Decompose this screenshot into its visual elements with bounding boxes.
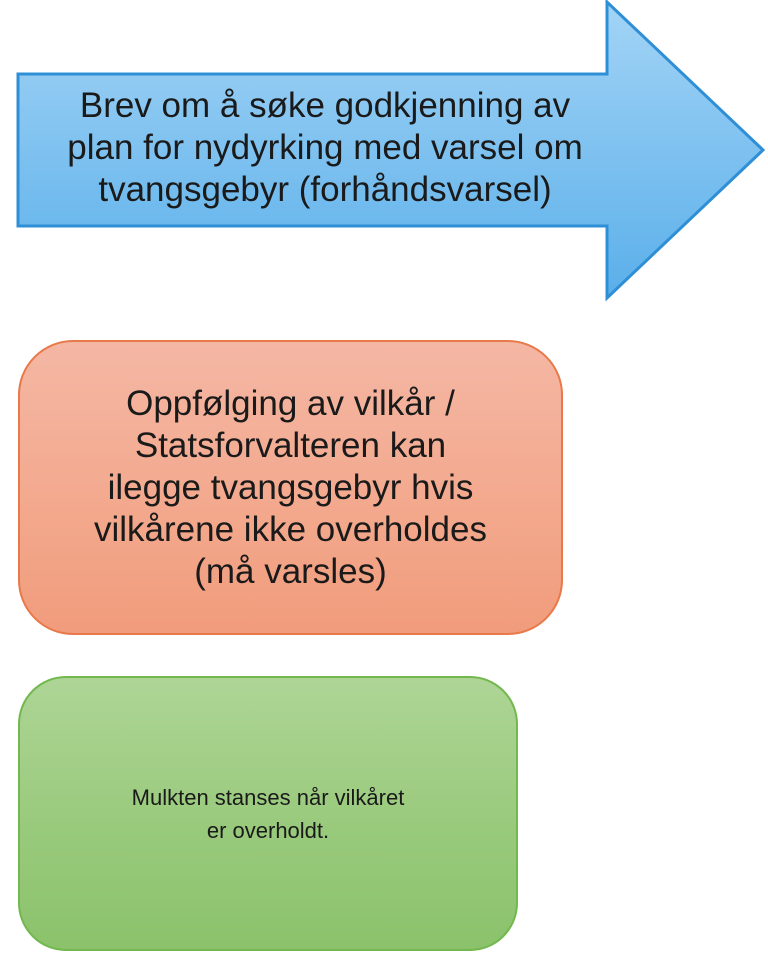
- step2-box: [18, 340, 563, 635]
- step1-text: Brev om å søke godkjenning av plan for nydyrking med varsel om tvangsgebyr (forhåndsvarsel): [67, 86, 583, 209]
- step2-text: Oppfølging av vilkår / Statsforvalteren kan ilegge tvangsgebyr hvis vilkårene ikke overholdes (må varsles): [94, 383, 487, 591]
- step3-text: Mulkten stanses når vilkåret er overholdt.: [131, 784, 405, 843]
- step3-box: [18, 676, 518, 951]
